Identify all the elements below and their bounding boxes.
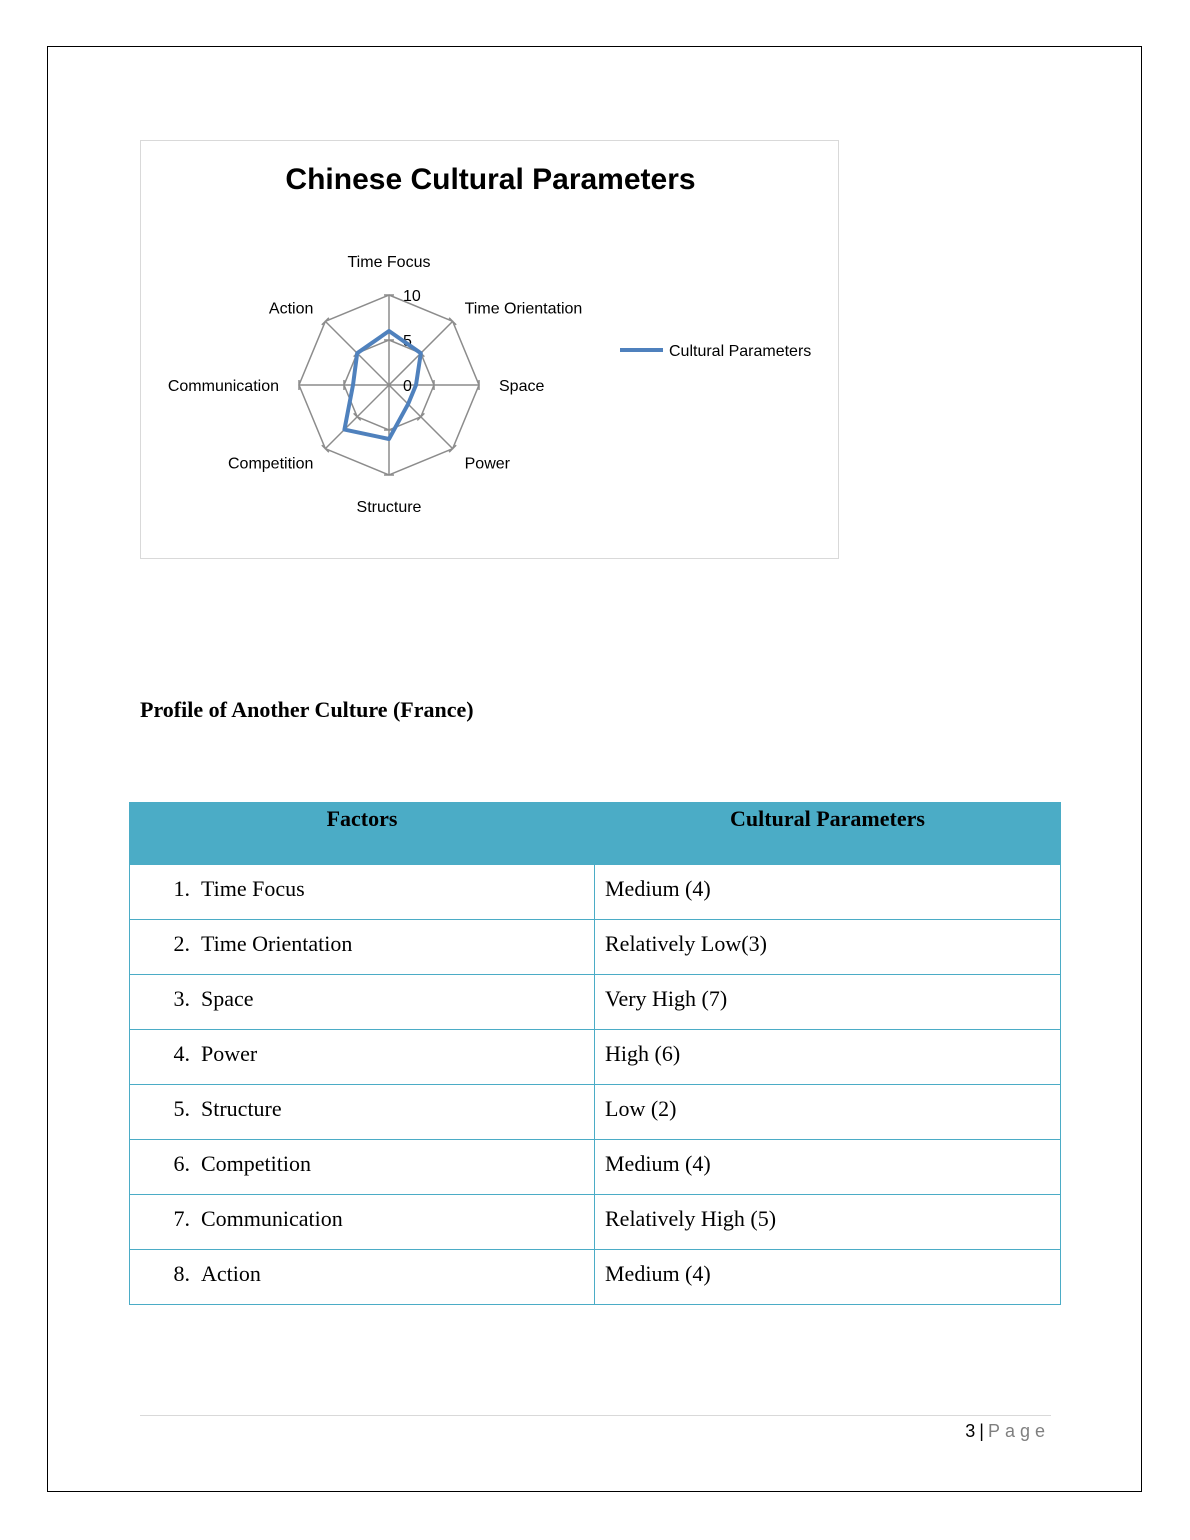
parameter-cell [595, 1195, 1061, 1250]
factor-number: 6. [173, 1151, 190, 1176]
factor-label: Power [201, 1041, 258, 1066]
table-row [130, 1140, 1061, 1195]
category-label: Communication [167, 378, 279, 395]
factor-number: 8. [173, 1261, 190, 1286]
parameter-cell [595, 1250, 1061, 1305]
header-factors: Factors [130, 803, 595, 865]
factor-number: 7. [173, 1206, 190, 1231]
factor-cell [130, 1195, 595, 1250]
parameter-cell [595, 975, 1061, 1030]
legend-label: Cultural Parameters [669, 343, 812, 360]
table-row [130, 1085, 1061, 1140]
table-row [130, 975, 1061, 1030]
table-row [130, 1195, 1061, 1250]
factor-cell [130, 1250, 595, 1305]
radar-chart-svg [141, 141, 840, 560]
factor-label: Structure [201, 1096, 282, 1121]
parameter-value: Medium (4) [605, 1261, 711, 1286]
factors-table [129, 802, 1061, 1305]
table-row [130, 1250, 1061, 1305]
category-label: Power [464, 455, 510, 473]
factor-label: Time Focus [201, 876, 305, 901]
factor-label: Time Orientation [201, 931, 353, 956]
factor-number: 3. [173, 986, 190, 1011]
parameter-value: Relatively High (5) [605, 1206, 777, 1231]
category-label: Time Focus [347, 254, 431, 271]
category-label: Action [268, 300, 314, 318]
factor-cell [130, 865, 595, 920]
factor-cell [130, 1030, 595, 1085]
parameter-value: Relatively Low(3) [605, 931, 767, 956]
section-heading: Profile of Another Culture (France) [140, 697, 474, 722]
factor-number: 1. [173, 876, 190, 901]
parameter-value: Low (2) [605, 1096, 677, 1121]
factor-number: 2. [173, 931, 190, 956]
parameter-cell [595, 1140, 1061, 1195]
factor-cell [130, 1085, 595, 1140]
table-row [130, 920, 1061, 975]
factor-cell [130, 1140, 595, 1195]
footer-divider [140, 1415, 1051, 1416]
parameter-cell [595, 865, 1061, 920]
parameter-value: Medium (4) [605, 1151, 711, 1176]
table-row [130, 1030, 1061, 1085]
page-footer [965, 1421, 1050, 1442]
parameter-value: Medium (4) [605, 876, 711, 901]
page-number: 3 [965, 1421, 976, 1441]
factor-number: 5. [173, 1096, 190, 1121]
table-header-row [130, 803, 1061, 865]
category-label: Time Orientation [464, 300, 583, 318]
footer-separator: | [979, 1421, 984, 1441]
parameter-cell [595, 920, 1061, 975]
tick-label: 5 [403, 333, 412, 350]
tick-label: 10 [403, 288, 421, 305]
parameter-value: Very High (7) [605, 986, 728, 1011]
header-cultural-parameters: Cultural Parameters [595, 803, 1061, 865]
category-label: Structure [356, 499, 422, 516]
factor-number: 4. [173, 1041, 190, 1066]
factor-label: Action [201, 1261, 261, 1286]
parameter-cell [595, 1030, 1061, 1085]
page-word: Page [987, 1421, 1050, 1441]
parameter-cell [595, 1085, 1061, 1140]
radar-chart [140, 140, 839, 559]
factor-cell [130, 920, 595, 975]
factor-cell [130, 975, 595, 1030]
factor-label: Space [201, 986, 254, 1011]
table-row [130, 865, 1061, 920]
tick-label: 0 [403, 378, 412, 395]
factor-label: Competition [201, 1151, 311, 1176]
category-label: Space [499, 378, 545, 395]
parameter-value: High (6) [605, 1041, 681, 1066]
chart-title: Chinese Cultural Parameters [285, 163, 696, 196]
factor-label: Communication [201, 1206, 343, 1231]
category-label: Competition [227, 455, 314, 473]
